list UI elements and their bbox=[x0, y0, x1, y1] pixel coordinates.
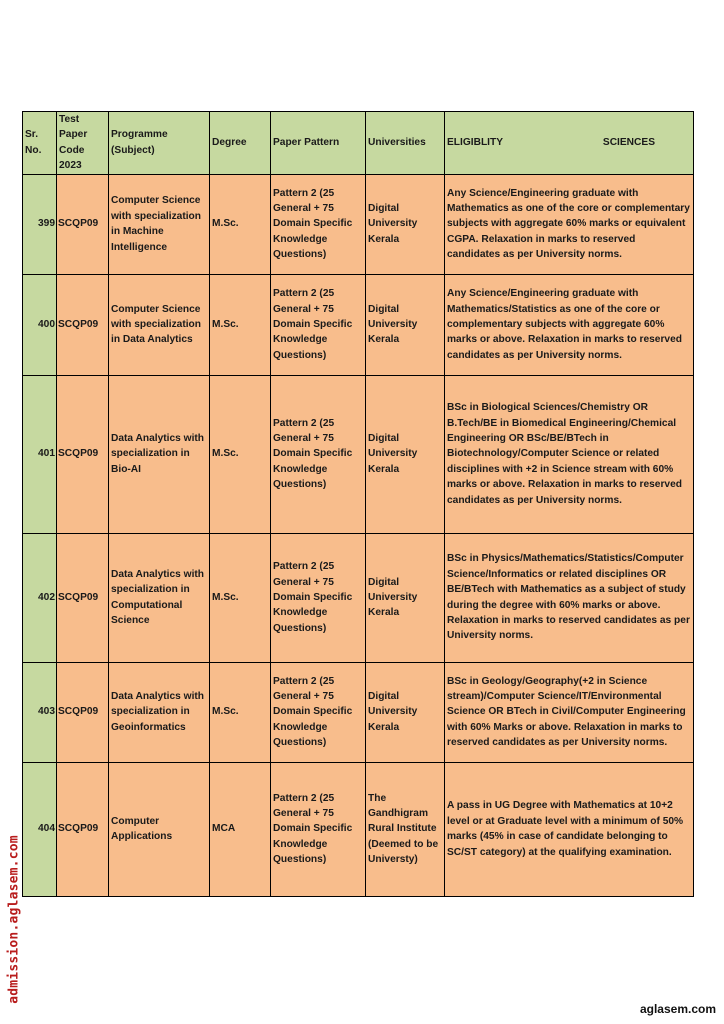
header-sr-no: Sr. No. bbox=[23, 112, 57, 175]
row-degree: M.Sc. bbox=[210, 662, 271, 762]
table-row bbox=[23, 533, 694, 662]
row-test-code: SCQP09 bbox=[57, 274, 109, 375]
row-degree: M.Sc. bbox=[210, 274, 271, 375]
row-university: Digital University Kerala bbox=[366, 174, 445, 274]
row-university: The Gandhigram Rural Institute (Deemed to be Universty) bbox=[366, 762, 445, 896]
row-sr-no: 401 bbox=[23, 375, 57, 533]
row-degree: M.Sc. bbox=[210, 533, 271, 662]
header-degree: Degree bbox=[210, 112, 271, 175]
row-paper-pattern: Pattern 2 (25 General + 75 Domain Specific Knowledge Questions) bbox=[271, 174, 366, 274]
row-university: Digital University Kerala bbox=[366, 662, 445, 762]
row-programme: Data Analytics with specialization in Bio-AI bbox=[109, 375, 210, 533]
row-university: Digital University Kerala bbox=[366, 375, 445, 533]
row-eligibility: A pass in UG Degree with Mathematics at 10+2 level or at Graduate level with a minimum of 50% marks (45% in case of candidate belonging to SC/ST category) at the qualifying examination. bbox=[445, 762, 694, 896]
row-eligibility: BSc in Physics/Mathematics/Statistics/Computer Science/Informatics or related disciplines OR BE/BTech with Mathematics as a subject of study during the degree with 60% marks or above. Relaxation in marks to reserved candidates as per University norms. bbox=[445, 533, 694, 662]
row-paper-pattern: Pattern 2 (25 General + 75 Domain Specific Knowledge Questions) bbox=[271, 533, 366, 662]
row-programme: Data Analytics with specialization in Geoinformatics bbox=[109, 662, 210, 762]
table-row bbox=[23, 274, 694, 375]
row-test-code: SCQP09 bbox=[57, 533, 109, 662]
row-paper-pattern: Pattern 2 (25 General + 75 Domain Specific Knowledge Questions) bbox=[271, 375, 366, 533]
header-eligibility bbox=[445, 112, 694, 175]
row-test-code: SCQP09 bbox=[57, 762, 109, 896]
row-sr-no: 400 bbox=[23, 274, 57, 375]
row-paper-pattern: Pattern 2 (25 General + 75 Domain Specific Knowledge Questions) bbox=[271, 662, 366, 762]
row-programme: Computer Science with specialization in Data Analytics bbox=[109, 274, 210, 375]
row-test-code: SCQP09 bbox=[57, 174, 109, 274]
watermark-text: admission.aglasem.com bbox=[6, 835, 22, 1004]
row-eligibility: Any Science/Engineering graduate with Mathematics/Statistics as one of the core or complementary subjects with aggregate 60% marks or above. Relaxation in marks to reserved candidates as per University norms. bbox=[445, 274, 694, 375]
table-row bbox=[23, 174, 694, 274]
eligibility-table bbox=[22, 111, 694, 897]
row-university: Digital University Kerala bbox=[366, 274, 445, 375]
table-row bbox=[23, 662, 694, 762]
row-eligibility: BSc in Biological Sciences/Chemistry OR B.Tech/BE in Biomedical Engineering/Chemical Engineering OR BSc/BE/BTech in Biotechnology/Computer Science or related disciplines with +2 in Science stream with 60% marks or above. Relaxation in marks to reserved candidates as per University norms. bbox=[445, 375, 694, 533]
table-row bbox=[23, 375, 694, 533]
header-test-paper-code: Test Paper Code 2023 bbox=[57, 112, 109, 175]
header-eligibility-label: ELIGIBLITY bbox=[447, 137, 504, 149]
header-paper-pattern: Paper Pattern bbox=[271, 112, 366, 175]
row-degree: MCA bbox=[210, 762, 271, 896]
row-sr-no: 402 bbox=[23, 533, 57, 662]
row-sr-no: 403 bbox=[23, 662, 57, 762]
row-sr-no: 404 bbox=[23, 762, 57, 896]
table-row bbox=[23, 762, 694, 896]
row-test-code: SCQP09 bbox=[57, 662, 109, 762]
row-programme: Computer Applications bbox=[109, 762, 210, 896]
header-universities: Universities bbox=[366, 112, 445, 175]
row-programme: Data Analytics with specialization in Computational Science bbox=[109, 533, 210, 662]
row-sr-no: 399 bbox=[23, 174, 57, 274]
row-university: Digital University Kerala bbox=[366, 533, 445, 662]
header-programme: Programme (Subject) bbox=[109, 112, 210, 175]
row-degree: M.Sc. bbox=[210, 375, 271, 533]
row-paper-pattern: Pattern 2 (25 General + 75 Domain Specific Knowledge Questions) bbox=[271, 274, 366, 375]
header-stream-label: SCIENCES bbox=[602, 137, 655, 149]
brand-footer: aglasem.com bbox=[639, 1002, 716, 1016]
row-test-code: SCQP09 bbox=[57, 375, 109, 533]
table-header-row bbox=[23, 112, 694, 175]
row-eligibility: BSc in Geology/Geography(+2 in Science stream)/Computer Science/IT/Environmental Science OR BTech in Civil/Computer Engineering with 60% Marks or above. Relaxation in marks to reserved candidates as per University norms. bbox=[445, 662, 694, 762]
row-eligibility: Any Science/Engineering graduate with Mathematics as one of the core or complementary subjects with aggregate 60% marks or equivalent CGPA. Relaxation in marks to reserved candidates as per University norms. bbox=[445, 174, 694, 274]
row-paper-pattern: Pattern 2 (25 General + 75 Domain Specific Knowledge Questions) bbox=[271, 762, 366, 896]
row-programme: Computer Science with specialization in Machine Intelligence bbox=[109, 174, 210, 274]
row-degree: M.Sc. bbox=[210, 174, 271, 274]
